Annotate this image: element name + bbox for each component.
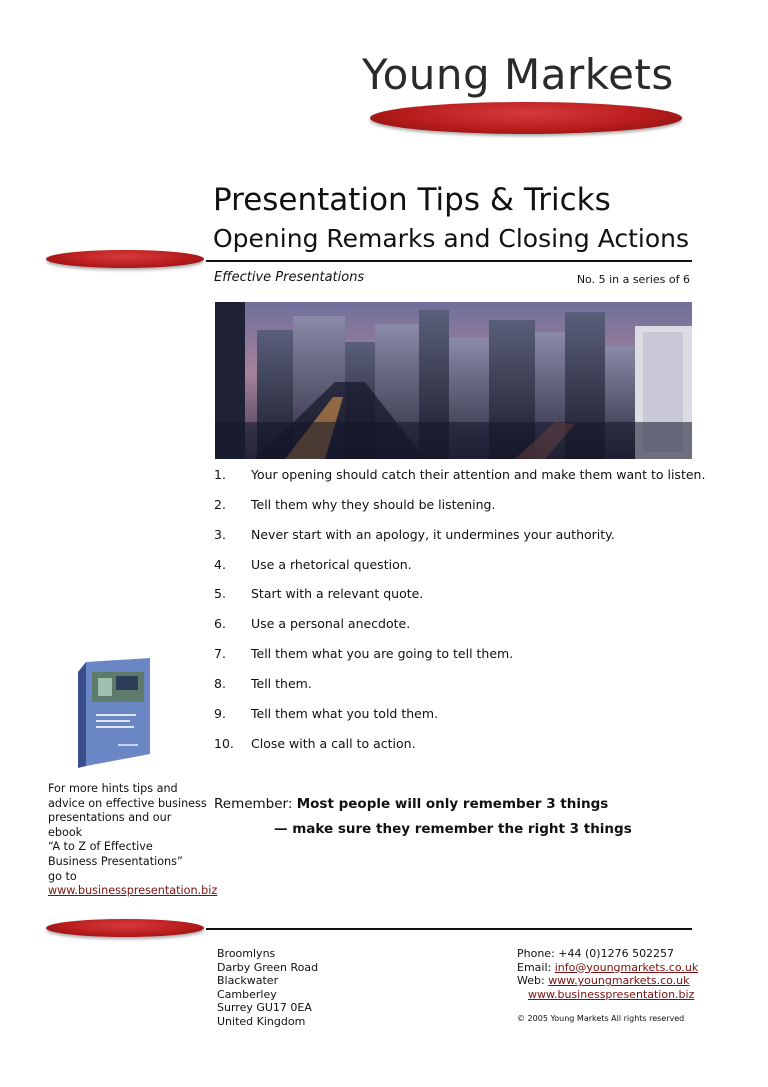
series-label: Effective Presentations xyxy=(214,270,365,285)
web-label: Web: xyxy=(517,974,549,988)
promo-line: “A to Z of Effective xyxy=(48,840,153,854)
promo-link[interactable]: www.businesspresentation.biz xyxy=(48,884,218,898)
address-line: Surrey GU17 0EA xyxy=(217,1001,312,1015)
phone-line xyxy=(517,947,698,961)
tip-number: 2. xyxy=(214,497,226,512)
page-subtitle: Opening Remarks and Closing Actions xyxy=(213,224,690,253)
phone-label: Phone: xyxy=(517,947,559,960)
logo-swoosh xyxy=(370,102,682,134)
web-link-2[interactable]: www.businesspresentation.biz xyxy=(528,987,695,1001)
list-item xyxy=(214,497,495,512)
promo-line: presentations and our ebook xyxy=(48,811,172,839)
tip-text: Tell them why they should be listening. xyxy=(251,497,496,512)
tip-number: 3. xyxy=(214,527,226,542)
phone-number: +44 (0)1276 502257 xyxy=(558,947,675,960)
list-item xyxy=(214,586,423,601)
remember-prefix: Remember: xyxy=(214,796,297,812)
tip-text: Tell them what you are going to tell them. xyxy=(251,646,514,661)
city-skyline-photo xyxy=(215,302,692,459)
tip-number: 8. xyxy=(214,676,226,691)
remember-line-2: — make sure they remember the right 3 things xyxy=(274,821,632,837)
ebook-cover-image xyxy=(78,658,154,768)
copyright-text: © 2005 Young Markets All rights reserved xyxy=(517,1014,685,1023)
footer-divider xyxy=(206,928,692,930)
remember-line-1 xyxy=(214,796,608,812)
list-item xyxy=(214,557,412,572)
tip-number: 6. xyxy=(214,616,226,631)
address-line: Camberley xyxy=(217,987,277,1001)
promo-line: advice on effective business xyxy=(48,796,207,810)
list-item xyxy=(214,676,312,691)
tip-number: 10. xyxy=(214,736,234,751)
series-number: No. 5 in a series of 6 xyxy=(576,273,690,286)
email-line xyxy=(517,961,698,975)
tip-text: Use a rhetorical question. xyxy=(251,557,412,572)
list-item xyxy=(214,527,615,542)
address-line: United Kingdom xyxy=(217,1014,306,1028)
tip-number: 4. xyxy=(214,557,226,572)
web-line-2 xyxy=(517,988,698,1002)
tip-text: Close with a call to action. xyxy=(251,736,416,751)
email-label: Email: xyxy=(517,960,555,974)
list-item xyxy=(214,646,513,661)
tip-text: Tell them what you told them. xyxy=(251,706,438,721)
address-line: Blackwater xyxy=(217,974,279,988)
tip-number: 7. xyxy=(214,646,226,661)
promo-text xyxy=(48,782,218,899)
tip-text: Tell them. xyxy=(251,676,312,691)
tip-number: 5. xyxy=(214,586,226,601)
web-line xyxy=(517,974,698,988)
left-swoosh-bottom xyxy=(46,919,204,937)
promo-line: For more hints tips and xyxy=(48,782,178,795)
promo-line: go to xyxy=(48,869,77,883)
tip-number: 9. xyxy=(214,706,226,721)
tip-text: Use a personal anecdote. xyxy=(251,616,411,631)
tip-text: Never start with an apology, it undermines your authority. xyxy=(251,527,615,542)
tip-text: Start with a relevant quote. xyxy=(251,586,424,601)
address-line: Broomlyns xyxy=(217,947,276,960)
web-link[interactable]: www.youngmarkets.co.uk xyxy=(548,974,690,988)
left-swoosh-top xyxy=(46,250,204,268)
page-title: Presentation Tips & Tricks xyxy=(213,182,611,218)
address-block xyxy=(217,947,318,1029)
title-divider xyxy=(206,260,692,262)
logo-text: Young Markets xyxy=(362,50,674,99)
list-item xyxy=(214,706,438,721)
list-item xyxy=(214,736,416,751)
list-item xyxy=(214,616,410,631)
address-line: Darby Green Road xyxy=(217,960,319,974)
tip-number: 1. xyxy=(214,467,226,482)
contact-block xyxy=(517,947,698,1001)
promo-line: Business Presentations” xyxy=(48,854,183,868)
remember-text-1: Most people will only remember 3 things xyxy=(296,796,609,812)
list-item xyxy=(214,467,705,482)
email-link[interactable]: info@youngmarkets.co.uk xyxy=(554,960,699,974)
tip-text: Your opening should catch their attention and make them want to listen. xyxy=(251,467,706,482)
